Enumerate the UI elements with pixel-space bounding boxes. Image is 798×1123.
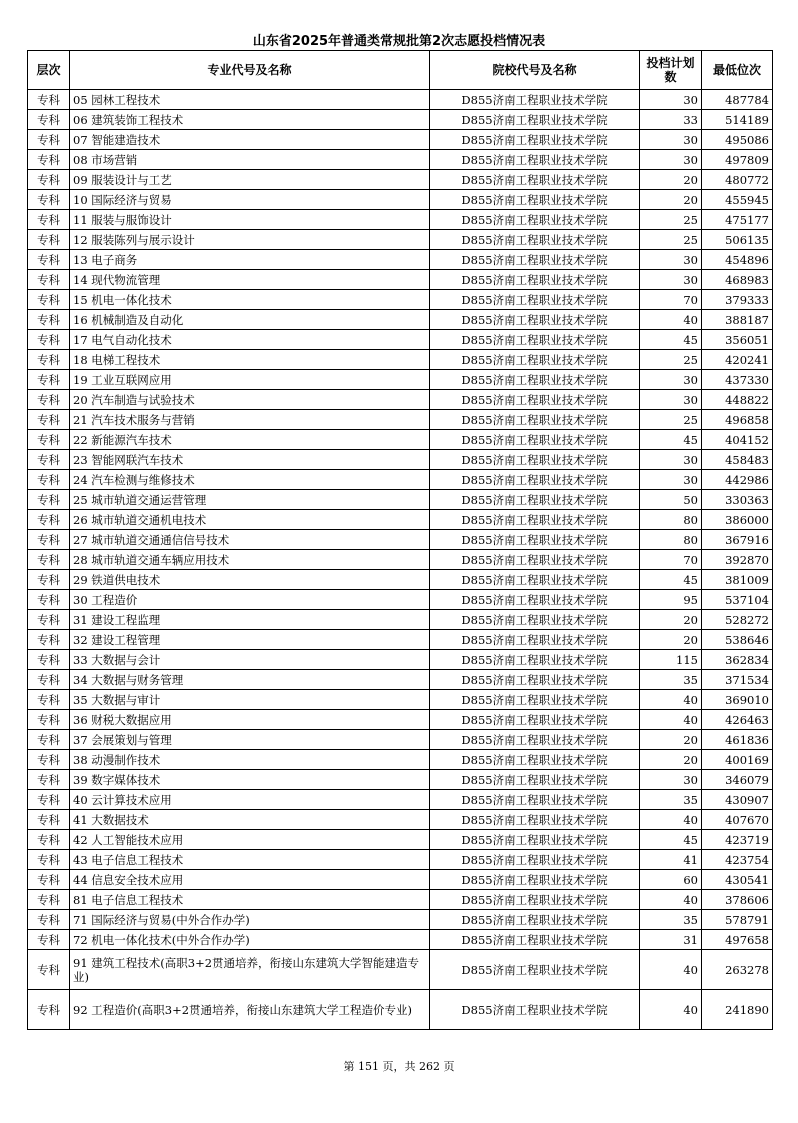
table-row [28,990,773,1030]
cell-school: D855济南工程职业技术学院 [430,450,640,470]
table-row [28,830,773,850]
cell-level: 专科 [28,370,70,390]
cell-rank: 537104 [702,590,773,610]
cell-rank: 442986 [702,470,773,490]
header-school: 院校代号及名称 [430,51,640,90]
cell-major: 28 城市轨道交通车辆应用技术 [70,550,430,570]
cell-level: 专科 [28,290,70,310]
cell-school: D855济南工程职业技术学院 [430,330,640,350]
cell-plan: 30 [640,250,702,270]
cell-school: D855济南工程职业技术学院 [430,930,640,950]
cell-plan: 45 [640,330,702,350]
cell-rank: 369010 [702,690,773,710]
cell-plan: 30 [640,150,702,170]
cell-rank: 437330 [702,370,773,390]
cell-level: 专科 [28,890,70,910]
cell-level: 专科 [28,710,70,730]
table-row [28,870,773,890]
cell-level: 专科 [28,550,70,570]
cell-rank: 379333 [702,290,773,310]
cell-major: 32 建设工程管理 [70,630,430,650]
cell-rank: 430541 [702,870,773,890]
cell-level: 专科 [28,670,70,690]
cell-plan: 40 [640,950,702,990]
table-row [28,470,773,490]
cell-school: D855济南工程职业技术学院 [430,410,640,430]
cell-school: D855济南工程职业技术学院 [430,470,640,490]
table-row [28,230,773,250]
cell-school: D855济南工程职业技术学院 [430,370,640,390]
table-row [28,570,773,590]
cell-rank: 475177 [702,210,773,230]
table-row [28,890,773,910]
cell-plan: 70 [640,290,702,310]
cell-major: 13 电子商务 [70,250,430,270]
cell-level: 专科 [28,570,70,590]
cell-rank: 388187 [702,310,773,330]
cell-plan: 35 [640,910,702,930]
table-row [28,510,773,530]
cell-school: D855济南工程职业技术学院 [430,630,640,650]
cell-school: D855济南工程职业技术学院 [430,830,640,850]
admission-table [27,50,773,1030]
cell-major: 81 电子信息工程技术 [70,890,430,910]
cell-level: 专科 [28,110,70,130]
cell-rank: 378606 [702,890,773,910]
cell-level: 专科 [28,990,70,1030]
cell-level: 专科 [28,690,70,710]
cell-level: 专科 [28,630,70,650]
cell-level: 专科 [28,90,70,110]
table-row [28,790,773,810]
cell-rank: 468983 [702,270,773,290]
cell-level: 专科 [28,270,70,290]
cell-major: 71 国际经济与贸易(中外合作办学) [70,910,430,930]
cell-level: 专科 [28,730,70,750]
cell-school: D855济南工程职业技术学院 [430,310,640,330]
cell-plan: 115 [640,650,702,670]
cell-school: D855济南工程职业技术学院 [430,850,640,870]
table-row [28,670,773,690]
cell-level: 专科 [28,910,70,930]
cell-rank: 400169 [702,750,773,770]
cell-plan: 35 [640,790,702,810]
cell-rank: 454896 [702,250,773,270]
table-row [28,930,773,950]
cell-major: 10 国际经济与贸易 [70,190,430,210]
cell-rank: 367916 [702,530,773,550]
cell-rank: 487784 [702,90,773,110]
cell-school: D855济南工程职业技术学院 [430,870,640,890]
cell-school: D855济南工程职业技术学院 [430,990,640,1030]
table-row [28,550,773,570]
table-row [28,450,773,470]
cell-rank: 407670 [702,810,773,830]
cell-plan: 20 [640,170,702,190]
cell-school: D855济南工程职业技术学院 [430,650,640,670]
cell-school: D855济南工程职业技术学院 [430,530,640,550]
cell-school: D855济南工程职业技术学院 [430,670,640,690]
cell-plan: 80 [640,510,702,530]
table-row [28,650,773,670]
table-header [28,51,773,90]
table-row [28,150,773,170]
cell-level: 专科 [28,510,70,530]
table-row [28,210,773,230]
cell-rank: 423719 [702,830,773,850]
cell-major: 27 城市轨道交通通信信号技术 [70,530,430,550]
cell-major: 44 信息安全技术应用 [70,870,430,890]
cell-major: 11 服装与服饰设计 [70,210,430,230]
cell-level: 专科 [28,330,70,350]
cell-plan: 25 [640,210,702,230]
cell-major: 09 服装设计与工艺 [70,170,430,190]
cell-plan: 20 [640,190,702,210]
cell-rank: 404152 [702,430,773,450]
cell-level: 专科 [28,830,70,850]
cell-major: 05 园林工程技术 [70,90,430,110]
cell-level: 专科 [28,150,70,170]
cell-level: 专科 [28,130,70,150]
cell-major: 36 财税大数据应用 [70,710,430,730]
cell-rank: 538646 [702,630,773,650]
table-row [28,950,773,990]
cell-school: D855济南工程职业技术学院 [430,110,640,130]
cell-rank: 241890 [702,990,773,1030]
cell-plan: 30 [640,130,702,150]
table-row [28,310,773,330]
cell-major: 23 智能网联汽车技术 [70,450,430,470]
cell-school: D855济南工程职业技术学院 [430,190,640,210]
cell-plan: 30 [640,90,702,110]
cell-rank: 480772 [702,170,773,190]
cell-level: 专科 [28,470,70,490]
cell-level: 专科 [28,650,70,670]
cell-plan: 95 [640,590,702,610]
cell-plan: 25 [640,410,702,430]
cell-rank: 506135 [702,230,773,250]
cell-major: 41 大数据技术 [70,810,430,830]
table-row [28,430,773,450]
cell-rank: 263278 [702,950,773,990]
cell-school: D855济南工程职业技术学院 [430,690,640,710]
cell-major: 40 云计算技术应用 [70,790,430,810]
cell-school: D855济南工程职业技术学院 [430,730,640,750]
page-footer: 第 151 页，共 262 页 [343,1060,455,1073]
cell-level: 专科 [28,350,70,370]
table-row [28,630,773,650]
cell-level: 专科 [28,310,70,330]
cell-major: 16 机械制造及自动化 [70,310,430,330]
cell-level: 专科 [28,170,70,190]
cell-school: D855济南工程职业技术学院 [430,390,640,410]
cell-school: D855济南工程职业技术学院 [430,770,640,790]
cell-level: 专科 [28,810,70,830]
cell-rank: 430907 [702,790,773,810]
cell-plan: 40 [640,990,702,1030]
cell-rank: 346079 [702,770,773,790]
cell-plan: 41 [640,850,702,870]
cell-major: 91 建筑工程技术(高职3+2贯通培养，衔接山东建筑大学智能建造专业) [70,950,430,990]
cell-school: D855济南工程职业技术学院 [430,570,640,590]
cell-level: 专科 [28,210,70,230]
cell-rank: 497658 [702,930,773,950]
cell-major: 37 会展策划与管理 [70,730,430,750]
cell-plan: 50 [640,490,702,510]
cell-major: 21 汽车技术服务与营销 [70,410,430,430]
cell-level: 专科 [28,930,70,950]
cell-plan: 30 [640,470,702,490]
cell-level: 专科 [28,490,70,510]
cell-level: 专科 [28,190,70,210]
cell-plan: 70 [640,550,702,570]
cell-school: D855济南工程职业技术学院 [430,290,640,310]
cell-major: 25 城市轨道交通运营管理 [70,490,430,510]
cell-level: 专科 [28,590,70,610]
header-major: 专业代号及名称 [70,51,430,90]
cell-school: D855济南工程职业技术学院 [430,810,640,830]
cell-rank: 420241 [702,350,773,370]
cell-plan: 20 [640,630,702,650]
cell-plan: 80 [640,530,702,550]
cell-major: 18 电梯工程技术 [70,350,430,370]
table-row [28,130,773,150]
cell-level: 专科 [28,750,70,770]
cell-plan: 33 [640,110,702,130]
cell-school: D855济南工程职业技术学院 [430,270,640,290]
cell-school: D855济南工程职业技术学院 [430,950,640,990]
cell-rank: 455945 [702,190,773,210]
cell-major: 39 数字媒体技术 [70,770,430,790]
table-row [28,90,773,110]
cell-plan: 40 [640,810,702,830]
cell-plan: 25 [640,350,702,370]
table-row [28,490,773,510]
cell-major: 30 工程造价 [70,590,430,610]
cell-plan: 60 [640,870,702,890]
table-row [28,330,773,350]
table-row [28,910,773,930]
table-row [28,810,773,830]
cell-major: 19 工业互联网应用 [70,370,430,390]
cell-rank: 461836 [702,730,773,750]
table-row [28,690,773,710]
table-row [28,730,773,750]
cell-plan: 25 [640,230,702,250]
cell-rank: 495086 [702,130,773,150]
cell-level: 专科 [28,430,70,450]
cell-level: 专科 [28,250,70,270]
cell-major: 07 智能建造技术 [70,130,430,150]
cell-level: 专科 [28,790,70,810]
cell-plan: 40 [640,710,702,730]
table-row [28,530,773,550]
table-row [28,370,773,390]
cell-school: D855济南工程职业技术学院 [430,430,640,450]
cell-level: 专科 [28,770,70,790]
table-row [28,110,773,130]
header-plan: 投档计划数 [640,51,702,90]
cell-plan: 20 [640,730,702,750]
cell-plan: 45 [640,830,702,850]
cell-rank: 362834 [702,650,773,670]
cell-rank: 392870 [702,550,773,570]
cell-school: D855济南工程职业技术学院 [430,170,640,190]
page-title: 山东省2025年普通类常规批第2次志愿投档情况表 [252,34,546,49]
cell-major: 20 汽车制造与试验技术 [70,390,430,410]
cell-level: 专科 [28,850,70,870]
cell-school: D855济南工程职业技术学院 [430,210,640,230]
cell-major: 22 新能源汽车技术 [70,430,430,450]
cell-school: D855济南工程职业技术学院 [430,490,640,510]
cell-level: 专科 [28,230,70,250]
cell-major: 35 大数据与审计 [70,690,430,710]
cell-rank: 458483 [702,450,773,470]
table-row [28,770,773,790]
cell-rank: 426463 [702,710,773,730]
cell-rank: 497809 [702,150,773,170]
cell-major: 17 电气自动化技术 [70,330,430,350]
cell-rank: 423754 [702,850,773,870]
cell-major: 29 铁道供电技术 [70,570,430,590]
cell-rank: 371534 [702,670,773,690]
cell-level: 专科 [28,610,70,630]
cell-plan: 45 [640,430,702,450]
table-row [28,410,773,430]
cell-plan: 20 [640,750,702,770]
cell-major: 26 城市轨道交通机电技术 [70,510,430,530]
cell-plan: 30 [640,270,702,290]
cell-school: D855济南工程职业技术学院 [430,230,640,250]
cell-school: D855济南工程职业技术学院 [430,910,640,930]
cell-plan: 45 [640,570,702,590]
cell-level: 专科 [28,950,70,990]
cell-major: 06 建筑装饰工程技术 [70,110,430,130]
cell-major: 31 建设工程监理 [70,610,430,630]
cell-school: D855济南工程职业技术学院 [430,890,640,910]
cell-school: D855济南工程职业技术学院 [430,790,640,810]
cell-major: 34 大数据与财务管理 [70,670,430,690]
cell-school: D855济南工程职业技术学院 [430,90,640,110]
cell-rank: 528272 [702,610,773,630]
cell-major: 14 现代物流管理 [70,270,430,290]
table-row [28,710,773,730]
cell-level: 专科 [28,870,70,890]
cell-plan: 35 [640,670,702,690]
table-body [28,90,773,1030]
cell-rank: 448822 [702,390,773,410]
cell-rank: 578791 [702,910,773,930]
cell-level: 专科 [28,410,70,430]
cell-school: D855济南工程职业技术学院 [430,710,640,730]
cell-major: 72 机电一体化技术(中外合作办学) [70,930,430,950]
cell-major: 38 动漫制作技术 [70,750,430,770]
cell-rank: 496858 [702,410,773,430]
cell-school: D855济南工程职业技术学院 [430,130,640,150]
table-row [28,590,773,610]
cell-rank: 514189 [702,110,773,130]
cell-plan: 30 [640,770,702,790]
cell-major: 33 大数据与会计 [70,650,430,670]
table-row [28,290,773,310]
cell-rank: 356051 [702,330,773,350]
table-row [28,250,773,270]
table-row [28,750,773,770]
cell-school: D855济南工程职业技术学院 [430,610,640,630]
cell-level: 专科 [28,390,70,410]
table-row [28,390,773,410]
cell-school: D855济南工程职业技术学院 [430,590,640,610]
header-rank: 最低位次 [702,51,773,90]
cell-major: 42 人工智能技术应用 [70,830,430,850]
cell-major: 15 机电一体化技术 [70,290,430,310]
cell-rank: 330363 [702,490,773,510]
table-row [28,170,773,190]
cell-major: 92 工程造价(高职3+2贯通培养，衔接山东建筑大学工程造价专业) [70,990,430,1030]
cell-plan: 30 [640,450,702,470]
cell-plan: 20 [640,610,702,630]
table-row [28,350,773,370]
cell-plan: 40 [640,690,702,710]
cell-major: 43 电子信息工程技术 [70,850,430,870]
cell-plan: 31 [640,930,702,950]
cell-school: D855济南工程职业技术学院 [430,150,640,170]
cell-school: D855济南工程职业技术学院 [430,550,640,570]
cell-plan: 30 [640,370,702,390]
cell-level: 专科 [28,450,70,470]
cell-level: 专科 [28,530,70,550]
table-row [28,190,773,210]
cell-school: D855济南工程职业技术学院 [430,750,640,770]
cell-school: D855济南工程职业技术学院 [430,510,640,530]
cell-rank: 386000 [702,510,773,530]
cell-plan: 40 [640,310,702,330]
cell-plan: 30 [640,390,702,410]
cell-school: D855济南工程职业技术学院 [430,250,640,270]
cell-rank: 381009 [702,570,773,590]
table-row [28,850,773,870]
table-row [28,610,773,630]
header-level: 层次 [28,51,70,90]
cell-major: 08 市场营销 [70,150,430,170]
cell-plan: 40 [640,890,702,910]
cell-major: 12 服装陈列与展示设计 [70,230,430,250]
cell-school: D855济南工程职业技术学院 [430,350,640,370]
cell-major: 24 汽车检测与维修技术 [70,470,430,490]
table-row [28,270,773,290]
